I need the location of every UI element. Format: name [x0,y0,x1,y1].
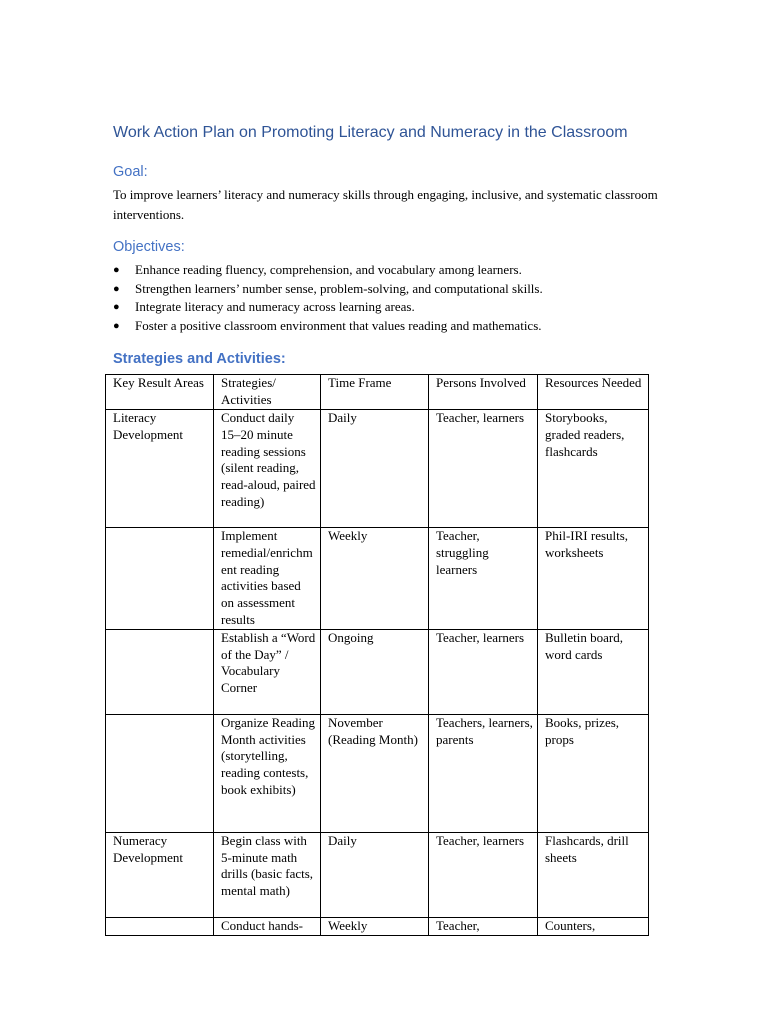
table-cell: Implement remedial/enrichment reading activities based on assessment results [214,528,321,630]
table-header-cell: Key Result Areas [106,375,214,410]
table-cell: Numeracy Development [106,832,214,917]
table-row [106,629,649,714]
table-cell: Counters, [538,917,649,935]
table-row [106,917,649,935]
strategies-table [105,374,649,936]
table-row [106,832,649,917]
table-row [106,410,649,528]
table-cell: Bulletin board, word cards [538,629,649,714]
bullet-icon: ● [113,320,120,333]
table-cell [106,917,214,935]
table-cell: Phil-IRI results, worksheets [538,528,649,630]
table-cell: Daily [321,832,429,917]
table-row [106,714,649,832]
table-cell: Daily [321,410,429,528]
objective-text: Foster a positive classroom environment that values reading and mathematics. [135,318,542,334]
table-cell: Weekly [321,528,429,630]
table-cell: Teacher, learners [429,410,538,528]
table-cell: Teacher, learners [429,629,538,714]
goal-heading: Goal: [113,164,148,180]
table-cell [106,528,214,630]
table-cell [106,714,214,832]
table-cell: Flashcards, drill sheets [538,832,649,917]
table-cell: Establish a “Word of the Day” / Vocabulary Corner [214,629,321,714]
table-cell: Storybooks, graded readers, flashcards [538,410,649,528]
objectives-list [113,261,543,336]
table-row [106,528,649,630]
document-title: Work Action Plan on Promoting Literacy and Numeracy in the Classroom [113,124,628,141]
objective-text: Integrate literacy and numeracy across learning areas. [135,299,415,315]
table-cell: Weekly [321,917,429,935]
objectives-heading: Objectives: [113,239,185,255]
bullet-icon: ● [113,264,120,276]
strategies-heading: Strategies and Activities: [113,351,286,367]
table-cell: Teacher, struggling learners [429,528,538,630]
table-cell: November (Reading Month) [321,714,429,832]
table-cell: Conduct hands- [214,917,321,935]
table-cell: Conduct daily 15–20 minute reading sessions (silent reading, read-aloud, paired reading) [214,410,321,528]
objective-text: Enhance reading fluency, comprehension, and vocabulary among learners. [135,262,522,277]
bullet-icon: ● [113,282,120,295]
table-header-cell: Resources Needed [538,375,649,410]
table-cell: Teachers, learners, parents [429,714,538,832]
table-header-cell: Strategies/ Activities [214,375,321,410]
table-header-row [106,375,649,410]
bullet-icon: ● [113,301,120,314]
table-cell: Literacy Development [106,410,214,528]
table-cell: Ongoing [321,629,429,714]
table-header-cell: Persons Involved [429,375,538,410]
objective-text: Strengthen learners’ number sense, problem-solving, and computational skills. [135,280,543,296]
objective-item [113,298,543,317]
objective-item [113,317,543,336]
table-cell [106,629,214,714]
table-cell: Teacher, [429,917,538,935]
objective-item [113,280,543,299]
table-header-cell: Time Frame [321,375,429,410]
table-cell: Begin class with 5-minute math drills (basic facts, mental math) [214,832,321,917]
goal-text: To improve learners’ literacy and numeracy skills through engaging, inclusive, and systematic classroom interventions. [113,187,658,222]
table-cell: Teacher, learners [429,832,538,917]
objective-item [113,261,543,280]
table-cell: Books, prizes, props [538,714,649,832]
table-cell: Organize Reading Month activities (storytelling, reading contests, book exhibits) [214,714,321,832]
